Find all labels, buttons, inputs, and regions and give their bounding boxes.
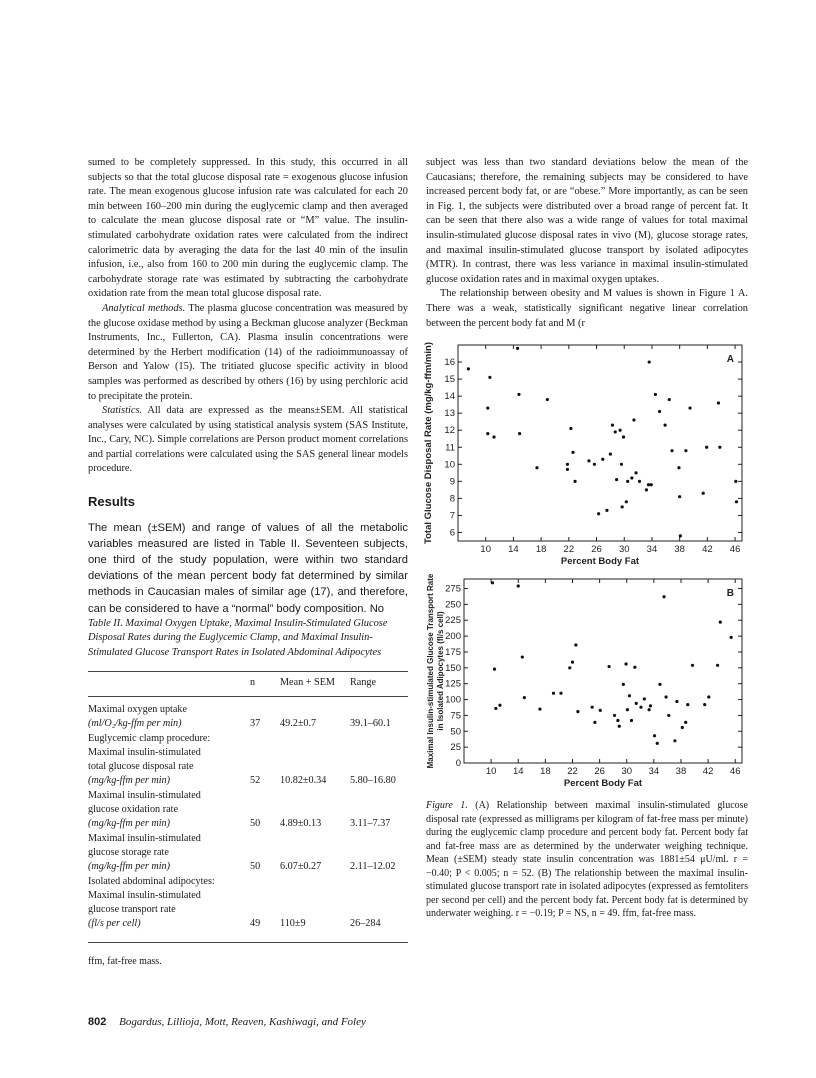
data-point (538, 708, 541, 711)
y-tick-label: 7 (449, 510, 455, 522)
x-tick-label: 14 (508, 544, 519, 556)
table-row (88, 746, 408, 760)
x-tick-label: 34 (648, 766, 660, 778)
data-point (703, 703, 706, 706)
data-point (664, 696, 667, 699)
table-cell-mean (280, 789, 350, 803)
data-point (686, 703, 689, 706)
table-row (88, 760, 408, 774)
table-cell-mean: 10.82±0.34 (280, 775, 327, 787)
x-tick-label: 38 (675, 766, 687, 778)
table-cell-variable: Maximal insulin-stimulated (88, 889, 201, 901)
table-cell-range (350, 760, 408, 774)
analytical-methods-heading: Analytical methods. (102, 302, 186, 314)
table-cell-n: 52 (250, 775, 261, 787)
data-point (622, 683, 625, 686)
x-tick-label: 30 (621, 766, 633, 778)
table-cell-mean: 4.89±0.13 (280, 818, 322, 830)
data-point (492, 436, 495, 439)
results-continued-paragraph: subject was less than two standard deviations below the mean of the Caucasians; therefore, the remaining subjects may be considered to have increased percent body fat, or are “obese.” More importantly, as can be seen in Fig. 1, the subjects were distributed over a broad range of percent fat. It can be seen that there also was a wide range of values for total maximal insulin-stimulated glucose disposal rates in vivo (M), glucose storage rates, and maximal insulin-stimulated glucose transport by isolated adipocytes (MTR). In contrast, there was less variance in maximal insulin-stimulated glucose oxidation rates and in maximal oxygen uptakes. (426, 157, 748, 285)
data-point (707, 696, 710, 699)
data-point (626, 480, 629, 483)
data-point (626, 708, 629, 711)
data-point (521, 656, 524, 659)
table-footnote: ffm, fat-free mass. (88, 955, 162, 967)
results-paragraph: The mean (±SEM) and range of values of all the metabolic variables measured are listed in Table II. Seventeen subjects, one third of the study population, were within two standard deviations of the mean percent body fat determined by similar methods in Caucasian males of similar age (17), and therefore, can be considered to have a “normal” body composition. No (88, 521, 408, 615)
table-cell-range (350, 746, 408, 760)
data-point (670, 449, 673, 452)
x-tick-label: 46 (729, 544, 741, 556)
data-point (688, 407, 691, 410)
data-point (568, 666, 571, 669)
table-row (88, 732, 408, 746)
table-cell-variable: glucose oxidation rate (88, 804, 178, 816)
table-cell-range (350, 789, 408, 803)
y-tick-label: 9 (449, 476, 455, 488)
data-point (566, 463, 569, 466)
data-point (624, 663, 627, 666)
table-row (88, 903, 408, 917)
data-point (673, 739, 676, 742)
data-point (574, 644, 577, 647)
data-point (566, 468, 569, 471)
data-point (622, 436, 625, 439)
table-cell-n (250, 832, 280, 846)
data-point (648, 708, 651, 711)
table-row (88, 696, 408, 717)
data-point (684, 449, 687, 452)
panel-label: A (726, 354, 734, 366)
table-cell-mean (280, 889, 350, 903)
y-axis-label-line: Maximal Insulin-stimulated Glucose Transport Rate (426, 573, 435, 769)
data-point (638, 480, 641, 483)
data-point (734, 480, 737, 483)
y-tick-label: 175 (445, 647, 461, 659)
data-point (571, 661, 574, 664)
table-cell-variable: Maximal insulin-stimulated (88, 746, 201, 758)
data-point (628, 694, 631, 697)
x-tick-label: 42 (702, 544, 713, 556)
table-cell-variable: total glucose disposal rate (88, 761, 194, 773)
x-tick-label: 22 (563, 544, 575, 556)
page-footer (88, 1016, 366, 1028)
table-cell-n (250, 803, 280, 817)
table-row (88, 875, 408, 889)
data-point (654, 393, 657, 396)
table-body (88, 696, 408, 942)
y-tick-label: 15 (444, 374, 455, 386)
y-tick-label: 6 (449, 527, 455, 539)
y-tick-label: 8 (449, 493, 455, 505)
table-cell-variable: glucose storage rate (88, 846, 169, 858)
data-point (573, 480, 576, 483)
data-point (662, 595, 665, 598)
figure-1a-scatter-plot (423, 341, 748, 569)
data-point (608, 665, 611, 668)
table-cell-n (250, 732, 280, 746)
data-point (702, 492, 705, 495)
table-cell-n (250, 696, 280, 717)
data-point (653, 734, 656, 737)
data-point (658, 410, 661, 413)
table-cell-variable: (mg/kg-ffm per min) (88, 818, 171, 830)
data-point (615, 478, 618, 481)
data-point (616, 719, 619, 722)
table-header-n: n (250, 671, 280, 696)
table-row (88, 817, 408, 831)
data-point (593, 721, 596, 724)
y-tick-label: 225 (445, 615, 461, 627)
data-point (645, 488, 648, 491)
data-point (716, 664, 719, 667)
table-header-range: Range (350, 671, 408, 696)
data-point (559, 692, 562, 695)
table-cell-range (350, 875, 408, 889)
table-cell-variable: (mg/kg-ffm per min) (88, 861, 171, 873)
table-cell-range (350, 732, 408, 746)
y-tick-label: 12 (444, 425, 455, 437)
data-point (498, 704, 501, 707)
table-cell-variable: (mg/kg-ffm per min) (88, 775, 171, 787)
data-point (664, 424, 667, 427)
y-tick-label: 10 (444, 459, 455, 471)
table-cell-range (350, 832, 408, 846)
data-point (667, 714, 670, 717)
table-row (88, 789, 408, 803)
statistics-paragraph (88, 404, 408, 477)
page-number: 802 (88, 1016, 107, 1028)
data-point (650, 483, 653, 486)
table-cell-mean (280, 875, 350, 889)
table-cell-n: 49 (250, 917, 280, 942)
data-point (486, 407, 489, 410)
table-cell-range (350, 803, 408, 817)
table-row (88, 803, 408, 817)
table-cell-mean (280, 696, 350, 717)
table-row (88, 846, 408, 860)
table-cell-n (250, 746, 280, 760)
table-cell-variable: (ml/O₂/kg-ffm per min) (88, 718, 182, 730)
data-point (620, 463, 623, 466)
data-point (719, 621, 722, 624)
table-cell-mean (280, 746, 350, 760)
x-tick-label: 34 (646, 544, 658, 556)
x-tick-label: 10 (480, 544, 491, 556)
data-point (517, 393, 520, 396)
y-tick-label: 25 (450, 742, 461, 754)
data-point (658, 683, 661, 686)
obesity-m-paragraph: The relationship between obesity and M values is shown in Figure 1 A. There was a weak, statistically significant negative linear correlation between the percent body fat and M (r (426, 288, 748, 329)
data-point (523, 696, 526, 699)
table-cell-n (250, 875, 280, 889)
table-cell-variable: Maximal insulin-stimulated (88, 789, 201, 801)
data-point (601, 458, 604, 461)
figure-1b-scatter-plot (426, 569, 748, 799)
table-cell-range (350, 903, 408, 917)
y-tick-label: 275 (445, 583, 461, 595)
data-point (632, 419, 635, 422)
table-cell-mean (280, 832, 350, 846)
data-point (678, 495, 681, 498)
data-point (625, 500, 628, 503)
table-cell-mean (280, 903, 350, 917)
table-row (88, 917, 408, 942)
x-tick-label: 18 (535, 544, 547, 556)
data-point (613, 714, 616, 717)
data-point (718, 446, 721, 449)
table-cell-range: 5.80–16.80 (350, 775, 396, 787)
table-cell-n (250, 889, 280, 903)
table-row (88, 717, 408, 731)
y-axis-label (426, 573, 445, 768)
x-tick-label: 38 (674, 544, 685, 556)
y-tick-label: 13 (444, 408, 455, 420)
data-point (677, 466, 680, 469)
data-point (486, 432, 489, 435)
y-tick-label: 125 (445, 678, 461, 690)
data-point (618, 429, 621, 432)
table-cell-n: 50 (250, 818, 261, 830)
table-cell-mean: 6.07±0.27 (280, 861, 322, 873)
table-cell-range: 26–284 (350, 917, 408, 942)
table-cell-range: 3.11–7.37 (350, 818, 391, 830)
y-tick-label: 16 (444, 357, 455, 369)
statistics-text: All data are expressed as the means±SEM. All statistical analyses were calculated by using statistical analysis system (SAS Institute, Inc., Cary, NC). Simple correlations are Person product moment correlations and partial correlations were calculated using the SAS general linear models procedure. (88, 405, 408, 475)
x-tick-label: 30 (618, 544, 630, 556)
data-point (717, 401, 720, 404)
data-point (605, 509, 608, 512)
data-point (679, 534, 682, 537)
table-cell-range: 39.1–60.1 (350, 718, 391, 730)
data-point (576, 710, 579, 713)
data-point (467, 367, 470, 370)
table-cell-n (250, 903, 280, 917)
table-row (88, 774, 408, 788)
data-point (518, 432, 521, 435)
data-point (639, 706, 642, 709)
table-cell-mean (280, 760, 350, 774)
table-cell-mean: 49.2±0.7 (280, 718, 317, 730)
table-header-variable (88, 671, 250, 696)
y-tick-label: 14 (444, 391, 455, 403)
data-point (621, 505, 624, 508)
data-point (611, 424, 614, 427)
y-tick-label: 11 (445, 442, 455, 454)
plot-frame (458, 345, 742, 541)
table-cell-mean (280, 803, 350, 817)
statistics-heading: Statistics. (102, 405, 143, 417)
x-tick-label: 26 (594, 766, 605, 778)
data-point (647, 483, 650, 486)
table-ii (88, 671, 408, 943)
methods-paragraph: sumed to be completely suppressed. In this study, this occurred in all subjects so that the total glucose disposal rate = exogenous glucose infusion rate. The mean exogenous glucose infusion rate was calculated for each 20 min between 160–200 min during the euglycemic clamp and then averaged to calculate the mean glucose disposal rate or “M” value. The insulin-stimulated carbohydrate oxidation rates were calculated from the indirect calorimetric data by averaging the data for the last 40 min of the insulin infusion, i.e., also from 160 to 200 min during the euglycemic clamp. The carbohydrate storage rate was estimated by subtracting the carbohydrate oxidation rate from the mean total glucose disposal rate. (88, 157, 408, 300)
table-cell-variable: Maximal oxygen uptake (88, 703, 188, 715)
analytical-methods-paragraph (88, 302, 408, 404)
x-tick-label: 14 (512, 766, 524, 778)
table-cell-variable: Isolated abdominal adipocytes: (88, 875, 215, 887)
table-cell-range (350, 696, 408, 717)
table-cell-variable: glucose transport rate (88, 904, 176, 916)
data-point (630, 719, 633, 722)
table-caption: Table II. Maximal Oxygen Uptake, Maximal Insulin-Stimulated Glucose Disposal Rates during the Euglycemic Clamp, and Maximal Insulin-Stimulated Glucose Transport Rates in Isolated Abdominal Adipocytes (88, 617, 388, 659)
table-cell-variable: Maximal insulin-stimulated (88, 832, 201, 844)
table-cell-n (250, 760, 280, 774)
y-tick-label: 50 (450, 726, 461, 738)
data-point (609, 453, 612, 456)
table-row (88, 860, 408, 874)
table-cell-mean (280, 732, 350, 746)
table-cell-n (250, 846, 280, 860)
x-axis-label: Percent Body Fat (560, 556, 640, 568)
data-point (691, 664, 694, 667)
data-point (633, 666, 636, 669)
data-point (643, 697, 646, 700)
data-point (649, 704, 652, 707)
data-point (488, 376, 491, 379)
table-cell-mean: 110±9 (280, 917, 350, 942)
panel-label: B (726, 588, 734, 600)
left-column (88, 156, 408, 969)
data-point (730, 636, 733, 639)
y-tick-label: 0 (455, 758, 461, 770)
table-cell-range: 2.11–12.02 (350, 861, 396, 873)
y-tick-label: 250 (445, 599, 461, 611)
table-cell-variable: Euglycemic clamp procedure: (88, 732, 211, 744)
running-authors: Bogardus, Lillioja, Mott, Reaven, Kashiwagi, and Foley (119, 1016, 366, 1028)
data-point (656, 742, 659, 745)
data-point (587, 459, 590, 462)
y-axis-label-line: in Isolated Adipocytes (fl/s cell) (436, 611, 445, 731)
data-point (630, 476, 633, 479)
x-tick-label: 42 (702, 766, 714, 778)
data-point (597, 512, 600, 515)
data-point (569, 427, 572, 430)
table-cell-mean (280, 846, 350, 860)
figure-caption-heading: Figure 1. (426, 800, 468, 812)
data-point (552, 692, 555, 695)
figure-caption-text: (A) Relationship between maximal insulin-stimulated glucose disposal rate (expressed as milligrams per kilogram of fat-free mass per minute) during the euglycemic clamp procedure and percent body fat. Percent body fat and fat-free mass are as determined by the underwater weighing technique. Mean (±SEM) steady state insulin concentration was 1881±54 μU/ml. r = −0.40; P < 0.005; n = 52. (B) The relationship between the maximal insulin-stimulated glucose transport rate in isolated adipocytes (expressed as femtoliters per second per cell) and the percent body fat. Percent body fat is determined by underwater weighing. r = −0.19; P = NS, n = 49. ffm, fat-free mass. (426, 800, 748, 920)
data-point (517, 585, 520, 588)
data-point (571, 451, 574, 454)
data-point (599, 709, 602, 712)
table-row (88, 889, 408, 903)
right-column (423, 156, 748, 921)
table-cell-n: 37 (250, 718, 261, 730)
table-cell-n: 50 (250, 861, 261, 873)
data-point (735, 500, 738, 503)
x-tick-label: 46 (729, 766, 741, 778)
data-point (675, 700, 678, 703)
y-tick-label: 100 (445, 694, 461, 706)
table-cell-range (350, 889, 408, 903)
x-tick-label: 10 (485, 766, 497, 778)
data-point (493, 668, 496, 671)
x-tick-label: 22 (567, 766, 578, 778)
data-point (516, 347, 519, 350)
data-point (634, 471, 637, 474)
data-point (546, 398, 549, 401)
table-cell-variable: (fl/s per cell) (88, 917, 250, 942)
data-point (684, 721, 687, 724)
data-point (591, 706, 594, 709)
data-point (648, 361, 651, 364)
data-point (618, 725, 621, 728)
table-cell-n (250, 789, 280, 803)
data-point (705, 446, 708, 449)
data-point (635, 702, 638, 705)
y-tick-label: 75 (450, 710, 461, 722)
results-heading: Results (88, 494, 135, 510)
table-row (88, 832, 408, 846)
x-tick-label: 26 (591, 544, 602, 556)
analytical-methods-text: The plasma glucose concentration was measured by the glucose oxidase method by using a Beckman glucose analyzer (Beckman Instruments, Inc., Fullerton, CA). Plasma insulin concentrations were determined by the Herbert modification (14) of the radioimmunoassay of Berson and Yalow (15). The tritiated glucose specific activity in blood samples was performed as described by others (16) by using perchloric acid to precipitate the protein. (88, 302, 408, 402)
y-tick-label: 200 (445, 631, 461, 643)
table-header-mean: Mean + SEM (280, 671, 350, 696)
y-tick-label: 150 (445, 662, 461, 674)
figure-caption (426, 799, 748, 921)
x-tick-label: 18 (540, 766, 551, 778)
data-point (668, 398, 671, 401)
data-point (614, 430, 617, 433)
data-point (494, 707, 497, 710)
plot-frame (464, 579, 742, 763)
x-axis-label: Percent Body Fat (563, 778, 643, 790)
data-point (491, 581, 494, 584)
table-cell-range (350, 846, 408, 860)
y-axis-label: Total Glucose Disposal Rate (mg/kg-ffm/min) (423, 342, 434, 545)
data-point (593, 463, 596, 466)
data-point (681, 726, 684, 729)
data-point (535, 466, 538, 469)
